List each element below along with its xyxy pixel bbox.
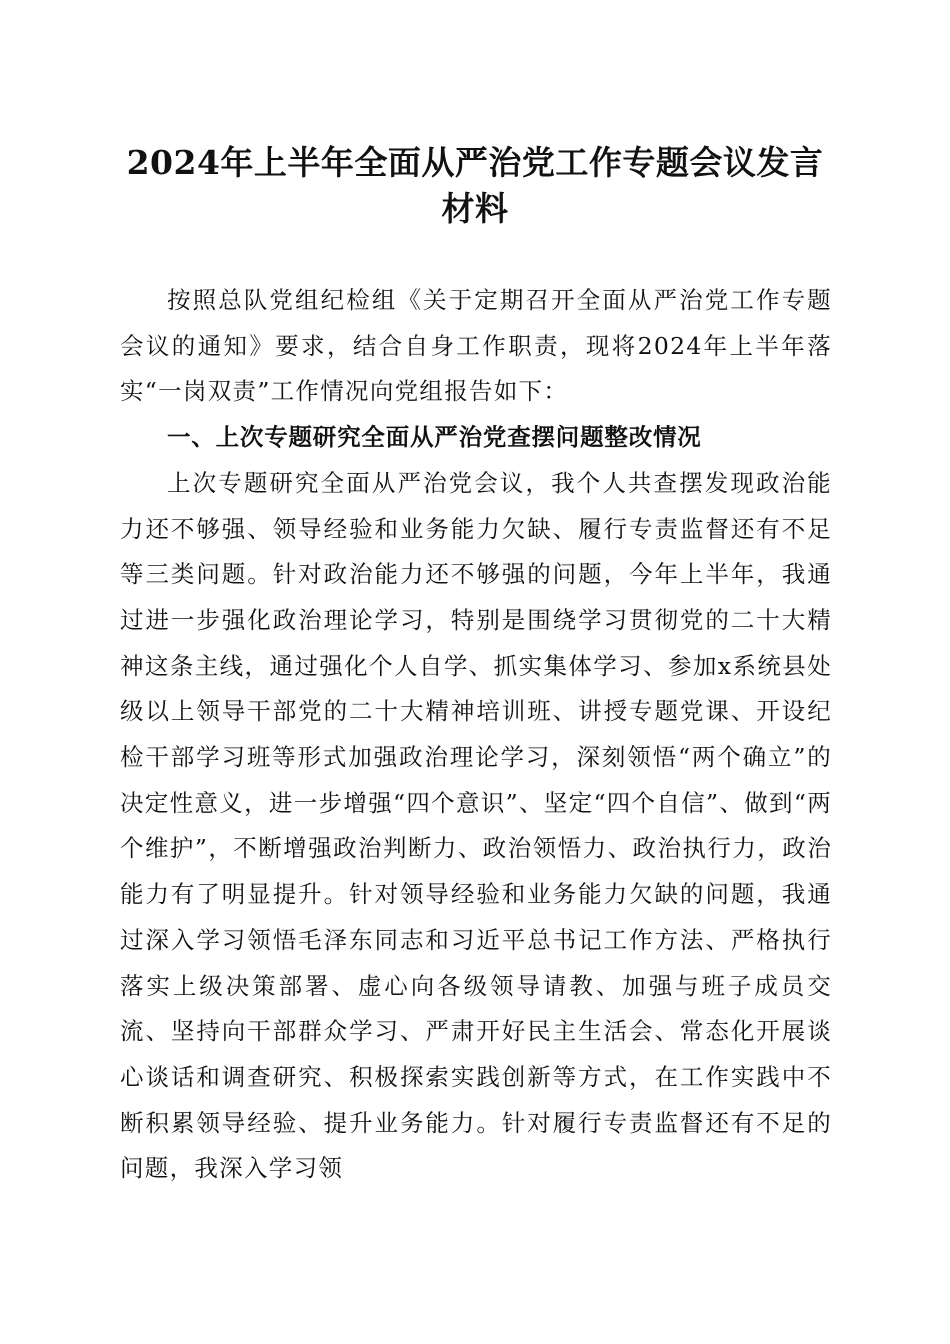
section-paragraph: 上次专题研究全面从严治党会议，我个人共查摆发现政治能力还不够强、领导经验和业务能力欠缺、履行专责监督还有不足等三类问题。针对政治能力还不够强的问题，今年上半年，我通过进一步强化政治理论学习，特别是围绕学习贯彻党的二十大精神这条主线，通过强化个人自学、抓实集体学习、参加x系统县处级以上领导干部党的二十大精神培训班、讲授专题党课、开设纪检干部学习班等形式加强政治理论学习，深刻领悟“两个确立”的决定性意义，进一步增强“四个意识”、坚定“四个自信”、做到“两个维护”，不断增强政治判断力、政治领悟力、政治执行力，政治能力有了明显提升。针对领导经验和业务能力欠缺的问题，我通过深入学习领悟毛泽东同志和习近平总书记工作方法、严格执行落实上级决策部署、虚心向各级领导请教、加强与班子成员交流、坚持向干部群众学习、严肃开好民主生活会、常态化开展谈心谈话和调查研究、积极探索实践创新等方式，在工作实践中不断积累领导经验、提升业务能力。针对履行专责监督还有不足的问题，我深入学习领 — [120, 468, 832, 1183]
section-heading: 一、上次专题研究全面从严治党查摆问题整改情况 — [167, 423, 702, 452]
document-title: 2024年上半年全面从严治党工作专题会议发言材料 — [126, 143, 824, 228]
document-body — [120, 278, 832, 1192]
intro-paragraph: 按照总队党组纪检组《关于定期召开全面从严治党工作专题会议的通知》要求，结合自身工作职责，现将2024年上半年落实“一岗双责”工作情况向党组报告如下： — [120, 286, 832, 406]
